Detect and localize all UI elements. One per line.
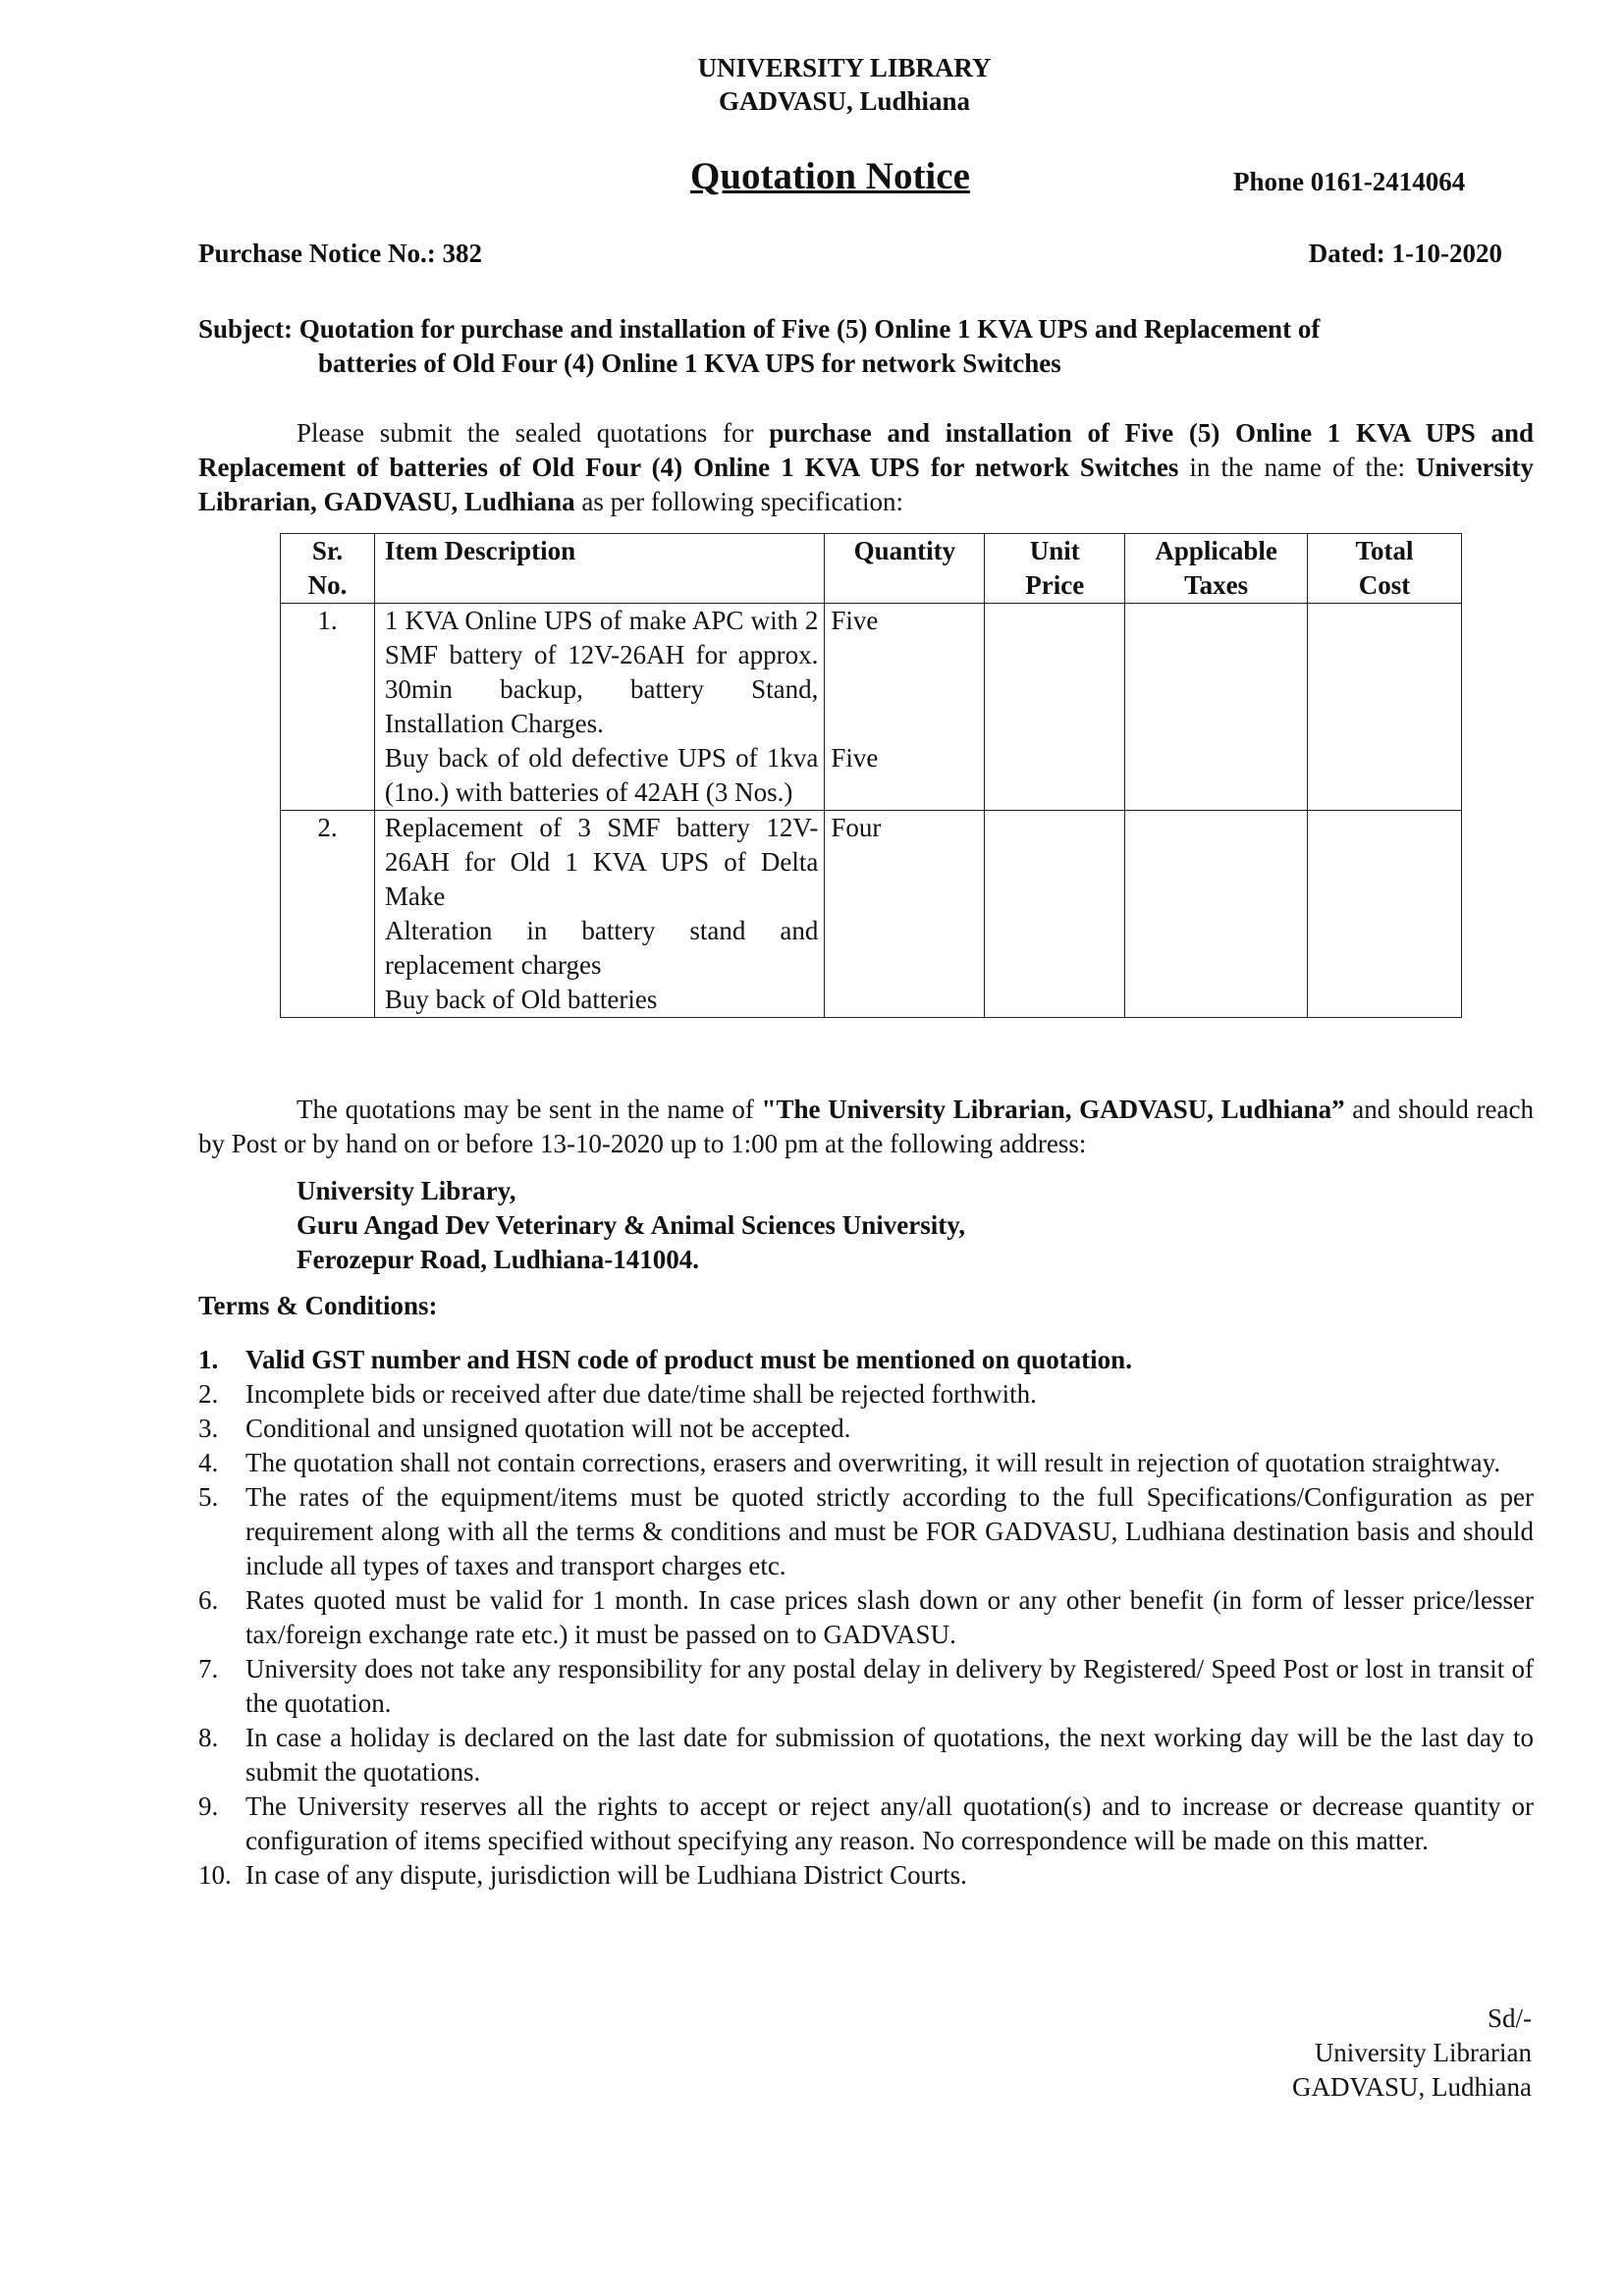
institution-location: GADVASU, Ludhiana [718, 86, 971, 116]
list-item: 2. Incomplete bids or received after due date/time shall be rejected forthwith. [198, 1379, 1037, 1409]
list-item: 4. The quotation shall not contain corrections, erasers and overwriting, it will result in rejection of quotation straightway. [198, 1448, 1501, 1477]
intro-purchase-item: purchase and installation of Five (5) Online 1 KVA UPS and Replacement of batteries of Old Four (4) Online 1 KVA UPS for network Switches [198, 418, 1534, 482]
list-item: 7. University does not take any responsibility for any postal delay in delivery by Registered/ Speed Post or lost in transit of the quotation. [198, 1654, 1534, 1718]
cell-sr-no: 2. [281, 811, 375, 1018]
intro-middle: in the name of the: [1178, 453, 1417, 482]
intro-tail: as per following specification: [574, 487, 904, 516]
submission-lead: The quotations may be sent in the name of [297, 1095, 762, 1124]
cell-total-cost[interactable] [1308, 811, 1462, 1018]
table-row [281, 604, 1462, 811]
list-item: 8. In case a holiday is declared on the last date for submission of quotations, the next working day will be the last day to submit the quotations. [198, 1723, 1534, 1787]
subject-line-1: Subject: Quotation for purchase and installation of Five (5) Online 1 KVA UPS and Replacement of [198, 314, 1321, 344]
table-row [281, 811, 1462, 1018]
list-item: 10. In case of any dispute, jurisdiction will be Ludhiana District Courts. [198, 1860, 967, 1890]
page-title: Quotation Notice [690, 155, 970, 197]
notice-date: Dated: 1-10-2020 [1308, 239, 1502, 268]
letterhead [0, 51, 1624, 118]
signature-block [1178, 2002, 1532, 2105]
cell-unit-price[interactable] [985, 811, 1125, 1018]
cell-total-cost[interactable] [1308, 604, 1462, 811]
list-item: 3. Conditional and unsigned quotation will not be accepted. [198, 1414, 851, 1443]
postal-address [297, 1174, 965, 1277]
address-line: University Library, [297, 1176, 516, 1205]
cell-quantity: Five Five [825, 604, 985, 811]
list-item: 1. Valid GST number and HSN code of product must be mentioned on quotation. [198, 1345, 1132, 1374]
signatory-title: University Librarian [1314, 2038, 1532, 2067]
intro-paragraph [198, 416, 1534, 519]
list-item: 5. The rates of the equipment/items must be quoted strictly according to the full Specifications/Configuration as per requirement along with all the terms & conditions and must be FOR GADVASU, Ludhiana destination basis and should include all types of taxes and transport charges etc. [198, 1482, 1534, 1580]
signature-mark: Sd/- [1487, 2003, 1532, 2033]
intro-lead: Please submit the sealed quotations for [297, 418, 770, 448]
submission-tail: and should reach by Post or by hand on or before 13-10-2020 up to 1:00 pm at the following address: [198, 1095, 1534, 1158]
cell-applicable-taxes[interactable] [1125, 811, 1308, 1018]
phone-number: Phone 0161-2414064 [1233, 167, 1466, 196]
cell-unit-price[interactable] [985, 604, 1125, 811]
list-item: 6. Rates quoted must be valid for 1 month. In case prices slash down or any other benefit (in form of lesser price/lesser tax/foreign exchange rate etc.) it must be passed on to GADVASU. [198, 1585, 1534, 1649]
cell-applicable-taxes[interactable] [1125, 604, 1308, 811]
header-unit-price: Unit Price [985, 534, 1125, 604]
specification-table [280, 533, 1462, 1018]
address-line: Guru Angad Dev Veterinary & Animal Sciences University, [297, 1210, 965, 1240]
header-total-cost: Total Cost [1308, 534, 1462, 604]
intro-addressee: University Librarian, GADVASU, Ludhiana [198, 453, 1534, 516]
submission-addressee: "The University Librarian, GADVASU, Ludhiana” [761, 1095, 1345, 1124]
header-item-description: Item Description [374, 534, 824, 604]
cell-sr-no: 1. [281, 604, 375, 811]
table-header-row [281, 534, 1462, 604]
terms-heading: Terms & Conditions: [198, 1291, 438, 1320]
subject [198, 312, 1534, 381]
signatory-location: GADVASU, Ludhiana [1292, 2072, 1532, 2102]
purchase-notice-number: Purchase Notice No.: 382 [198, 239, 482, 268]
list-item: 9. The University reserves all the rights to accept or reject any/all quotation(s) and to increase or decrease quantity or configuration of items specified without specifying any reason. No correspondence will be made on this matter. [198, 1791, 1534, 1855]
header-sr-no: Sr. No. [281, 534, 375, 604]
terms-list [198, 1343, 1534, 1893]
cell-quantity: Four [825, 811, 985, 1018]
header-applicable-taxes: Applicable Taxes [1125, 534, 1308, 604]
cell-item-description: Replacement of 3 SMF battery 12V-26AH for Old 1 KVA UPS of Delta Make Alteration in battery stand and replacement charges Buy back of Old batteries [374, 811, 824, 1018]
cell-item-description: 1 KVA Online UPS of make APC with 2 SMF battery of 12V-26AH for approx. 30min backup, battery Stand, Installation Charges. Buy back of old defective UPS of 1kva (1no.) with batteries of 42AH (3 Nos.) [374, 604, 824, 811]
header-quantity: Quantity [825, 534, 985, 604]
submission-paragraph [198, 1093, 1534, 1161]
subject-line-2: batteries of Old Four (4) Online 1 KVA UPS for network Switches [318, 348, 1061, 378]
address-line: Ferozepur Road, Ludhiana-141004. [297, 1245, 700, 1274]
institution-name: UNIVERSITY LIBRARY [697, 53, 992, 82]
